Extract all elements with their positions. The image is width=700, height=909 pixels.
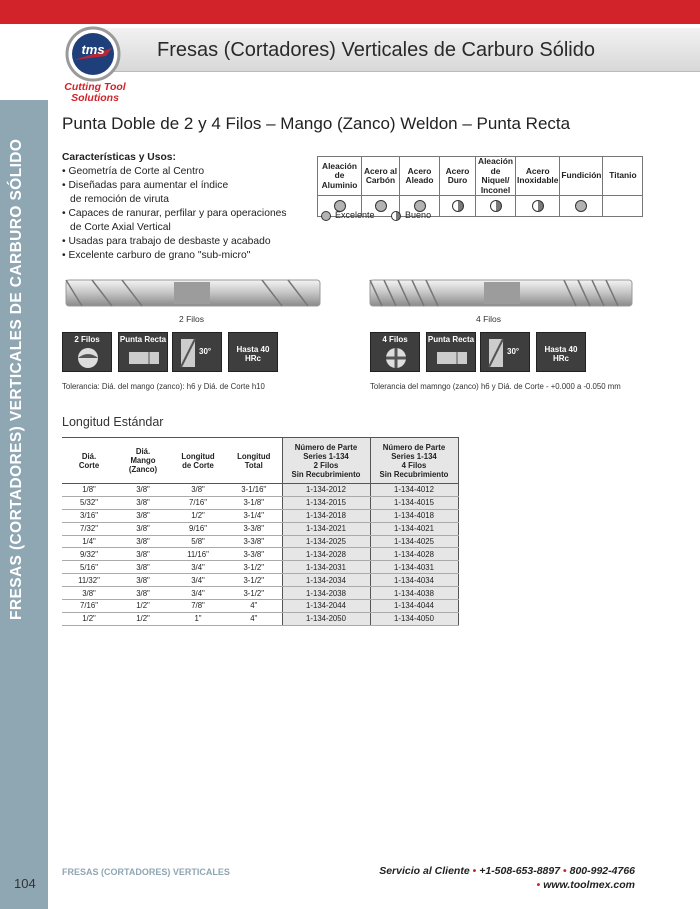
column-header-line: Sin Recubrimiento <box>379 469 449 479</box>
end-type-badge-2 <box>118 332 168 372</box>
table-cell: 9/16" <box>170 522 226 535</box>
material-rating-cell <box>516 196 560 217</box>
material-header-line: Acero <box>445 165 470 176</box>
good-half-circle-icon <box>391 211 401 221</box>
phone-number-1: +1-508-653-8897 <box>479 865 561 877</box>
table-cell: 1-134-4050 <box>370 612 458 625</box>
flutes-badge-label: 4 Filos <box>382 335 408 344</box>
table-cell: 1-134-4021 <box>370 522 458 535</box>
page-number: 104 <box>14 876 36 891</box>
column-header <box>370 438 458 484</box>
hardness-badge-2 <box>228 332 278 372</box>
feature-item: • Capaces de ranurar, perfilar y para operaciones <box>62 207 312 221</box>
customer-service-label: Servicio al Cliente <box>379 865 470 877</box>
table-cell: 7/16" <box>170 496 226 509</box>
table-cell: 1-134-2050 <box>282 612 370 625</box>
logo-tagline <box>62 82 128 104</box>
table-row <box>62 587 458 600</box>
column-header <box>116 438 170 484</box>
column-header-line: Series 1-134 <box>303 451 349 461</box>
table-cell: 3/8" <box>116 548 170 561</box>
phone-number-2: 800-992-4766 <box>569 865 635 877</box>
column-header-line: Diá. <box>135 447 151 456</box>
table-cell: 1-134-2028 <box>282 548 370 561</box>
column-header-line: Series 1-134 <box>391 451 437 461</box>
material-header-line: Carbón <box>365 175 396 185</box>
table-cell: 1-134-2021 <box>282 522 370 535</box>
material-rating-cell <box>560 196 603 217</box>
table-cell: 3-1/4" <box>226 509 282 522</box>
table-cell: 3-1/16" <box>226 484 282 497</box>
table-row <box>62 548 458 561</box>
column-header-line: Diá. <box>81 451 97 461</box>
column-header-line: Mango <box>130 456 156 465</box>
table-cell: 1-134-4018 <box>370 509 458 522</box>
hardness-text <box>229 345 277 363</box>
table-cell: 1/2" <box>170 509 226 522</box>
logo-text: tms <box>81 42 105 57</box>
column-header-line: Número de Parte <box>294 442 358 452</box>
four-flute-cross-section-icon <box>383 346 409 370</box>
end-type-label: Punta Recta <box>427 335 475 344</box>
material-header-line: Aluminio <box>321 179 358 190</box>
feature-item-continued: de remoción de viruta <box>70 194 170 205</box>
material-rating-cell <box>476 196 516 217</box>
table-cell: 1-134-4038 <box>370 587 458 600</box>
feature-item-continued: de Corte Axial Vertical <box>70 222 171 233</box>
table-cell: 3-3/8" <box>226 522 282 535</box>
table-cell: 3/8" <box>116 484 170 497</box>
column-header-line: 4 Filos <box>401 460 427 470</box>
table-cell: 3-3/8" <box>226 535 282 548</box>
table-cell: 3/8" <box>116 574 170 587</box>
material-header-line: Aleación de <box>322 160 357 181</box>
table-cell: 1-134-2038 <box>282 587 370 600</box>
table-cell: 7/8" <box>170 600 226 613</box>
table-row <box>62 509 458 522</box>
material-header-line: Aleado <box>405 175 434 185</box>
column-header <box>62 438 116 484</box>
material-header-line: Titanio <box>609 170 637 181</box>
tms-logo <box>60 26 126 84</box>
table-cell: 1/2" <box>116 612 170 625</box>
table-cell: 1-134-2034 <box>282 574 370 587</box>
material-header <box>560 157 603 196</box>
table-cell: 3/8" <box>116 587 170 600</box>
two-flute-tolerance: Tolerancia: Diá. del mango (zanco): h6 y Diá. de Corte h10 <box>62 382 265 391</box>
sidebar-vertical-title: FRESAS (CORTADORES) VERTICALES DE CARBURO SÓLIDO <box>8 138 25 620</box>
table-cell: 1-134-4025 <box>370 535 458 548</box>
table-cell: 5/16" <box>62 561 116 574</box>
material-header <box>400 157 440 196</box>
table-cell: 3/8" <box>116 496 170 509</box>
table-cell: 3-1/2" <box>226 561 282 574</box>
column-header-line: Corte <box>78 460 100 470</box>
helix-angle-badge-2 <box>172 332 222 372</box>
helix-angle-icon <box>485 337 507 369</box>
table-cell: 4" <box>226 600 282 613</box>
material-rating-cell <box>603 196 643 217</box>
column-header <box>170 438 226 484</box>
table-cell: 1-134-2018 <box>282 509 370 522</box>
table-cell: 7/32" <box>62 522 116 535</box>
material-header <box>476 157 516 196</box>
flutes-badge-label: 2 Filos <box>74 335 100 344</box>
table-row <box>62 612 458 625</box>
column-header <box>282 438 370 484</box>
table-cell: 11/32" <box>62 574 116 587</box>
column-header-line: Sin Recubrimiento <box>291 469 361 479</box>
material-header <box>362 157 400 196</box>
table-cell: 1-134-2044 <box>282 600 370 613</box>
column-header-line: (Zanco) <box>128 465 158 474</box>
hardness-line1: Hasta 40 <box>236 345 270 354</box>
logo-tagline-line2: Solutions <box>71 92 119 104</box>
column-header-line: Número de Parte <box>382 442 446 452</box>
legend-excellent: Excelente <box>335 210 375 220</box>
column-header-line: Longitud <box>237 451 271 461</box>
table-cell: 4" <box>226 612 282 625</box>
table-cell: 3/8" <box>116 561 170 574</box>
flutes-badge-2 <box>62 332 112 372</box>
material-header <box>516 157 560 196</box>
table-cell: 3/4" <box>170 587 226 600</box>
hardness-line2: HRc <box>244 354 261 363</box>
material-header-line: Fundición <box>561 170 602 181</box>
table-cell: 3/16" <box>62 509 116 522</box>
column-header-line: de Corte <box>182 460 214 470</box>
table-cell: 3-1/2" <box>226 574 282 587</box>
features-list <box>62 151 312 263</box>
hardness-line1: Hasta 40 <box>544 345 578 354</box>
table-cell: 3/8" <box>116 509 170 522</box>
column-header-line: Total <box>244 460 263 470</box>
table-cell: 7/16" <box>62 600 116 613</box>
table-cell: 1-134-2025 <box>282 535 370 548</box>
table-cell: 5/8" <box>170 535 226 548</box>
logo-tagline-line1: Cutting Tool <box>64 81 126 93</box>
table-cell: 3/8" <box>116 535 170 548</box>
table-cell: 3/4" <box>170 574 226 587</box>
table-cell: 1-134-2015 <box>282 496 370 509</box>
table-cell: 5/32" <box>62 496 116 509</box>
table-cell: 1-134-4015 <box>370 496 458 509</box>
table-row <box>62 600 458 613</box>
website-link[interactable]: www.toolmex.com <box>543 879 635 891</box>
rating-legend <box>321 210 445 221</box>
material-header-line: Acero <box>407 165 432 176</box>
top-red-band <box>0 0 700 24</box>
table-cell: 3-1/2" <box>226 587 282 600</box>
material-header <box>603 157 643 196</box>
end-type-badge-4 <box>426 332 476 372</box>
end-type-label: Punta Recta <box>119 335 167 344</box>
helix-angle-badge-4 <box>480 332 530 372</box>
table-cell: 1-134-4044 <box>370 600 458 613</box>
helix-angle-icon <box>177 337 199 369</box>
legend-good: Bueno <box>405 210 432 220</box>
four-flute-endmill-image <box>366 272 636 314</box>
material-header-line: Inconel <box>480 184 511 195</box>
table-cell: 1-134-2012 <box>282 484 370 497</box>
feature-item: • Excelente carburo de grano "sub-micro" <box>62 249 312 263</box>
table-cell: 3/8" <box>116 522 170 535</box>
table-row <box>62 522 458 535</box>
excellent-circle-icon <box>575 200 587 212</box>
material-header <box>318 157 362 196</box>
table-cell: 1/4" <box>62 535 116 548</box>
table-row <box>62 574 458 587</box>
footer-contact: Servicio al Cliente • +1-508-653-8897 • 800-992-4766 • www.toolmex.com <box>379 865 635 891</box>
good-half-circle-icon <box>532 200 544 212</box>
table-cell: 9/32" <box>62 548 116 561</box>
table-cell: 1-134-4034 <box>370 574 458 587</box>
dimensions-table <box>62 437 459 626</box>
square-end-icon <box>435 346 469 370</box>
table-cell: 1/8" <box>62 484 116 497</box>
four-flute-tolerance: Tolerancia del mamngo (zanco) h6 y Diá. de Corte - +0.000 a -0.050 mm <box>370 382 621 391</box>
material-header-line: de Niquel/ <box>481 165 510 185</box>
column-header-line: 2 Filos <box>313 460 339 470</box>
feature-item: • Geometría de Corte al Centro <box>62 165 312 179</box>
table-cell: 3/8" <box>170 484 226 497</box>
column-header-line: Longitud <box>181 451 215 461</box>
hardness-line2: HRc <box>552 354 569 363</box>
table-cell: 3-3/8" <box>226 548 282 561</box>
table-cell: 1-134-4012 <box>370 484 458 497</box>
table-cell: 11/16" <box>170 548 226 561</box>
feature-item: • Usadas para trabajo de desbaste y acabado <box>62 235 312 249</box>
table-cell: 3-1/8" <box>226 496 282 509</box>
table-cell: 1" <box>170 612 226 625</box>
helix-angle-value: 30° <box>199 347 212 356</box>
footer-section-name: FRESAS (CORTADORES) VERTICALES <box>62 867 230 877</box>
table-cell: 3/4" <box>170 561 226 574</box>
table-cell: 1-134-4031 <box>370 561 458 574</box>
table-cell: 1/2" <box>116 600 170 613</box>
table-cell: 3/8" <box>62 587 116 600</box>
product-subtitle: Punta Doble de 2 y 4 Filos – Mango (Zanco) Weldon – Punta Recta <box>62 114 571 133</box>
two-flute-endmill-image <box>62 272 324 314</box>
good-half-circle-icon <box>452 200 464 212</box>
column-header <box>226 438 282 484</box>
material-header-line: Inoxidable <box>517 175 559 185</box>
page-title: Fresas (Cortadores) Verticales de Carburo Sólido <box>157 39 595 61</box>
helix-angle-value: 30° <box>507 347 520 356</box>
material-header <box>440 157 476 196</box>
feature-item: • Diseñadas para aumentar el índice <box>62 179 312 193</box>
material-header-line: Acero <box>525 165 550 176</box>
four-flute-caption: 4 Filos <box>476 314 502 324</box>
material-header-line: Acero al <box>363 165 398 176</box>
material-suitability-table <box>317 156 643 217</box>
square-end-icon <box>127 346 161 370</box>
table-row <box>62 535 458 548</box>
material-header-line: Duro <box>447 175 468 185</box>
table-cell: 1-134-4028 <box>370 548 458 561</box>
hardness-badge-4 <box>536 332 586 372</box>
good-half-circle-icon <box>490 200 502 212</box>
features-heading: Características y Usos: <box>62 152 176 163</box>
table-row <box>62 496 458 509</box>
table-row <box>62 561 458 574</box>
section-label-standard-length: Longitud Estándar <box>62 415 164 429</box>
material-header-line: Aleación <box>478 156 513 166</box>
flutes-badge-4 <box>370 332 420 372</box>
two-flute-caption: 2 Filos <box>179 314 205 324</box>
two-flute-cross-section-icon <box>75 346 101 370</box>
table-cell: 1/2" <box>62 612 116 625</box>
table-row <box>62 484 458 497</box>
table-cell: 1-134-2031 <box>282 561 370 574</box>
hardness-text <box>537 345 585 363</box>
excellent-circle-icon <box>321 211 331 221</box>
title-bar <box>92 28 700 72</box>
